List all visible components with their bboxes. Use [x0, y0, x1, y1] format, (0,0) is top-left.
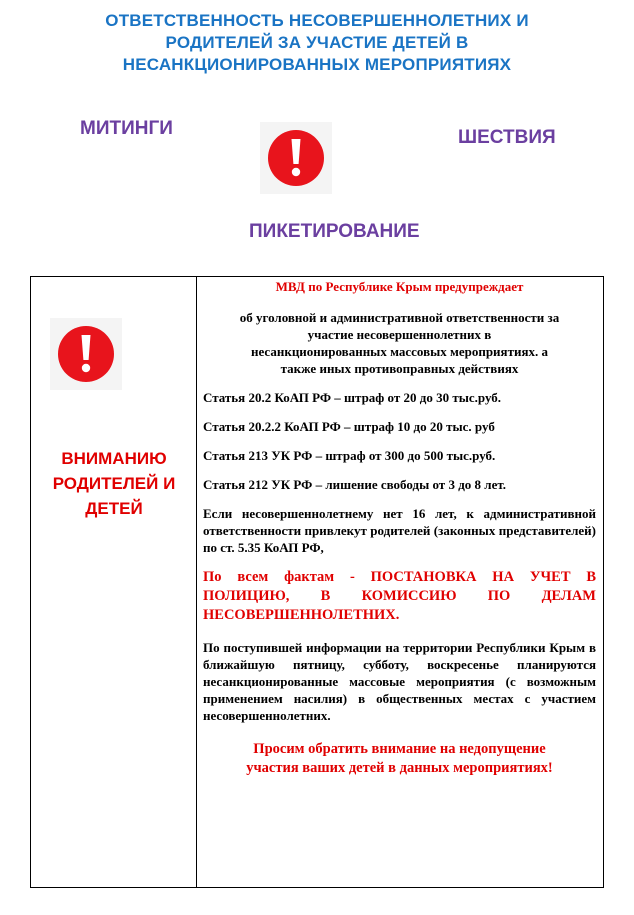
- article-line: Статья 212 УК РФ – лишение свободы от 3 до 8 лет.: [203, 477, 506, 492]
- responsibility-subtitle: [203, 309, 596, 377]
- subtitle-line: об уголовной и административной ответственности за: [239, 310, 560, 325]
- closing-appeal: [203, 740, 596, 778]
- information-note: По поступившей информации на территории Республики Крым в ближайшую пятницу, субботу, воскресенье планируются несанкционированные массовые мероприятия (с возможным применением насилия) в общественных местах с участием несовершеннолетних.: [203, 640, 596, 723]
- closing-line: Просим обратить внимание на недопущение: [253, 741, 546, 757]
- article-line: Статья 20.2.2 КоАП РФ – штраф 10 до 20 тыс. руб: [203, 419, 495, 434]
- caption-line: ДЕТЕЙ: [85, 499, 143, 518]
- caption-line: РОДИТЕЛЕЙ И: [52, 474, 176, 493]
- alert-dot: [82, 364, 90, 372]
- article-line: Статья 20.2 КоАП РФ – штраф от 20 до 30 тыс.руб.: [203, 390, 502, 405]
- notice-content: [203, 278, 596, 778]
- exclamation-icon-graphic: [260, 122, 332, 194]
- subtitle-line: несанкционированных массовых мероприятиях. а: [250, 344, 548, 359]
- event-rallies: МИТИНГИ: [80, 118, 173, 139]
- exclamation-icon: [50, 318, 122, 390]
- registration-note: По всем фактам - ПОСТАНОВКА НА УЧЕТ В ПОЛИЦИЮ, В КОМИССИЮ ПО ДЕЛАМ НЕСОВЕРШЕННОЛЕТНИХ.: [203, 569, 596, 623]
- closing-line: участия ваших детей в данных мероприятиях!: [246, 760, 553, 776]
- alert-dot: [292, 168, 300, 176]
- title-line: РОДИТЕЛЕЙ ЗА УЧАСТИЕ ДЕТЕЙ В: [165, 33, 469, 52]
- subtitle-line: также иных противоправных действиях: [280, 361, 519, 376]
- article-line: Статья 213 УК РФ – штраф от 300 до 500 тыс.руб.: [203, 448, 496, 463]
- attention-caption: [32, 446, 196, 521]
- table-divider: [196, 276, 197, 888]
- event-marches: ШЕСТВИЯ: [458, 127, 556, 148]
- caption-line: ВНИМАНИЮ: [61, 449, 167, 468]
- warning-heading: МВД по Республике Крым предупреждает: [275, 279, 524, 294]
- title-line: НЕСАНКЦИОНИРОВАННЫХ МЕРОПРИЯТИЯХ: [122, 55, 512, 74]
- exclamation-icon-graphic: [50, 318, 122, 390]
- title-line: ОТВЕТСТВЕННОСТЬ НЕСОВЕРШЕННОЛЕТНИХ И: [105, 11, 529, 30]
- subtitle-line: участие несовершеннолетних в: [307, 327, 492, 342]
- page-title: [40, 10, 594, 76]
- event-picketing: ПИКЕТИРОВАНИЕ: [249, 221, 420, 242]
- exclamation-icon: [260, 122, 332, 194]
- parents-note: Если несовершеннолетнему нет 16 лет, к административной ответственности привлекут родителей (законных представителей) по ст. 5.35 КоАП РФ,: [203, 506, 596, 555]
